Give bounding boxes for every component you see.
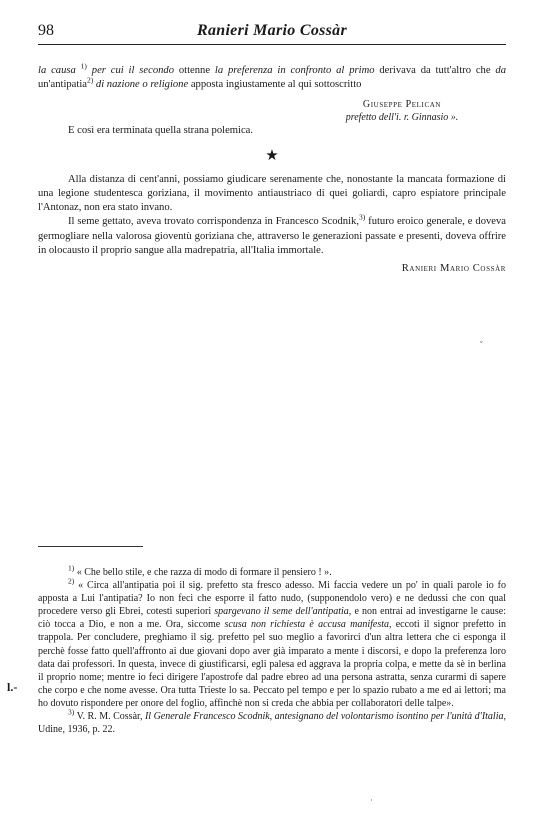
print-speck: · — [370, 796, 373, 805]
main-text — [38, 61, 506, 276]
footnote-ref-3: 3) — [359, 212, 366, 222]
header-rule — [38, 44, 506, 45]
letter-signature — [298, 98, 506, 124]
paragraph-distance: Alla distanza di cent'anni, possiamo giudicare serenamente che, nonostante la mancata formazione di una legione studentesca goriziana, il movimento antiaustriaco di quei goliardi, capro espiatore principale l'Antonaz, non era stato invano. — [38, 173, 506, 214]
text-run: la preferenza in confronto al primo — [214, 65, 375, 76]
footnote-2: $^{2)}$ « Circa all'antipatia poi il sig. prefetto sta fresco adesso. Mi faccia vedere un po' in quali parole io fo apposta a Lui l'antipatia? Io non feci che esporre il fatto nudo, (supponendolo vero) e ne dedussi che con qual procedere verso gli Ebrei, cotesti superiori spargevano il seme dell'antipatia, e non entrai ad investigarne le cause: ciò tocca a Dio, e non a me. Ora, siccome scusa non richiesta è accusa manifesta, eccoti il signor prefetto in trappola. Per concludere, preghiamo il sig. prefetto pel suo meglio a favorirci d'un altra lettera che ci esponga il perchè fosse fatto quell'affronto ai due giovani dopo aver già imparato a mente i discorsi, e dopo la preferenza loro data dai professori. In questa, invece di giustificarsi, egli palesa ed aggrava la propria colpa, e mette da sè in berlina il proprio nome; mentre io feci dirigere l'apostrofe dal padre ebreo ad una persona astratta, senza curarmi di sapere che corpo e che nome avesse. Ora tutta Trieste lo sa. Peccato pel tempo e per lo spazio rubato a me ed ai lettori; ma ho dovuto rispondere per onore del foglio, affinchè non si creda che abbia per collaboratori delle talpe». — [38, 576, 506, 709]
footnotes — [38, 563, 506, 736]
text-run: la causa — [38, 65, 76, 76]
print-speck: ˇ — [480, 340, 483, 349]
running-head: Ranieri Mario Cossàr — [196, 22, 348, 39]
footnote-ref-1: 1) — [80, 61, 87, 71]
signature-role: prefetto dell'i. r. Ginnasio ». — [345, 112, 459, 124]
footnote-ref-2: 2) — [86, 75, 94, 85]
footnote-rule — [38, 546, 143, 547]
author-signature: Ranieri Mario Cossàr — [401, 263, 506, 275]
paragraph-seed: Il seme gettato, aveva trovato corrispondenza in Francesco Scodnik,$^{3)}$ futuro eroico generale, e doveva germogliare nella valorosa gioventù goriziana che, attraverso le generazioni passate e presenti, doveva offrire in olocausto il proprio sangue alla madrepatria, all'Italia immortale. — [38, 212, 506, 256]
page-header — [38, 22, 506, 44]
footnote-1: $^{1)}$ « Che bello stile, e che razza di modo di formare il pensiero ! ». — [68, 563, 332, 578]
text-run: da — [495, 65, 506, 76]
text-run: di nazione o religione — [95, 79, 189, 91]
margin-mark: l.- — [7, 680, 18, 694]
signature-name: Giuseppe Pelican — [362, 99, 442, 111]
section-star: ★ — [265, 147, 279, 164]
footnote-3: $^{3)}$ V. R. M. Cossàr, Il Generale Francesco Scodnik, antesignano del volontarismo isontino per l'unità d'Italia, Udine, 1936, p. 22. — [38, 707, 506, 736]
closing-sentence: E così era terminata quella strana polemica. — [68, 125, 254, 137]
page-number: 98 — [38, 22, 54, 39]
text-run: per cui il secondo — [91, 65, 175, 76]
paragraph-letter-end: la causa $^{1)}$ per cui il secondo ottenne la preferenza in confronto al primo derivava da tutt'altro che da un'antipatia$^{2)}$ di nazione o religione apposta ingiustamente al qui sottoscritto — [38, 61, 506, 91]
